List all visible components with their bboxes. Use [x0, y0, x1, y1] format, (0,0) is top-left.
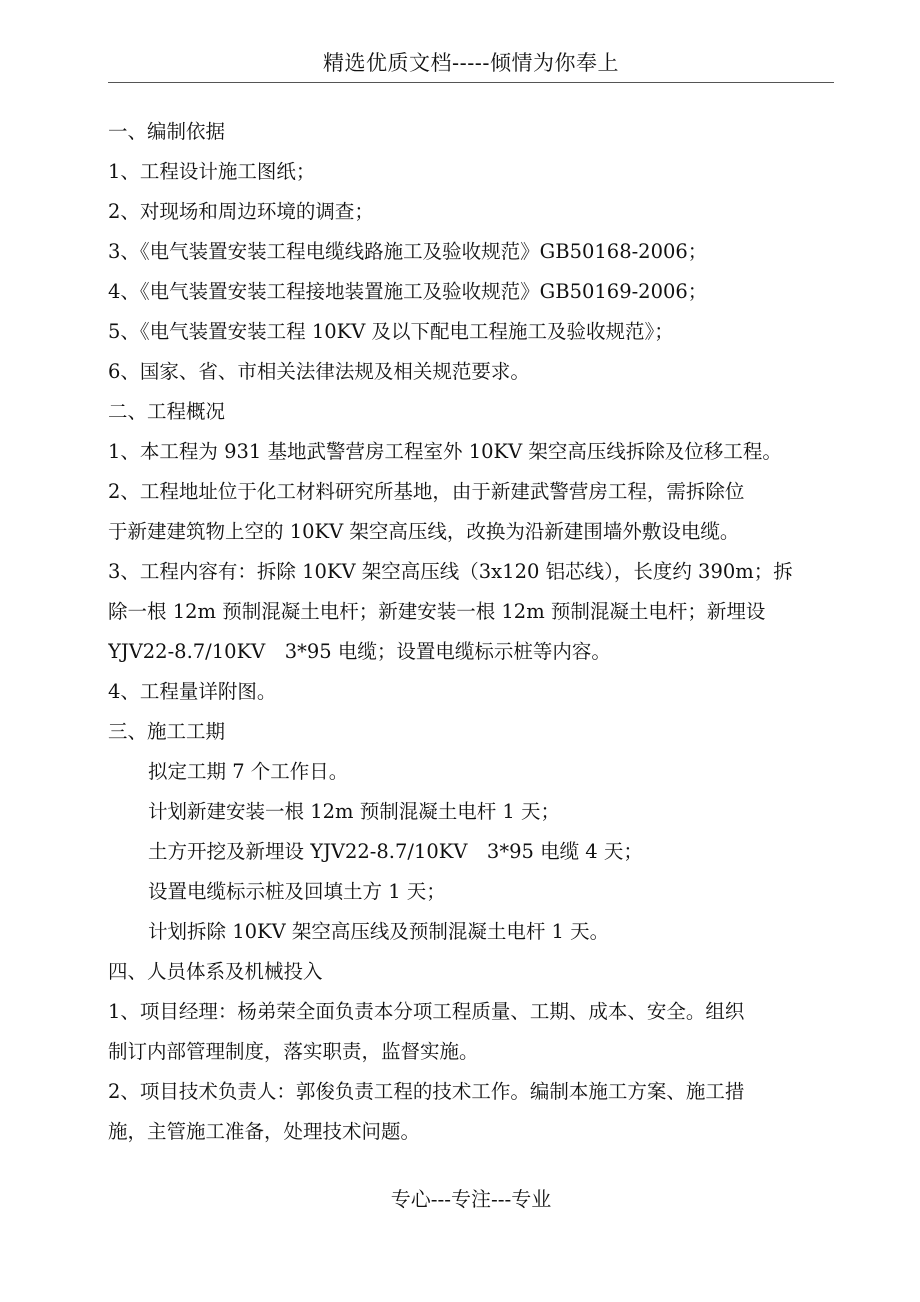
text-line: 1、项目经理：杨弟荣全面负责本分项工程质量、工期、成本、安全。组织	[108, 1000, 745, 1023]
text-line: 6、国家、省、市相关法律法规及相关规范要求。	[108, 360, 530, 383]
text-line: 2、对现场和周边环境的调查；	[108, 200, 374, 223]
text-line: 拟定工期 7 个工作日。	[148, 760, 349, 783]
page-header: 精选优质文档-----倾情为你奉上	[323, 51, 619, 75]
text-line: 5、《电气装置安装工程 10KV 及以下配电工程施工及验收规范》；	[108, 320, 674, 343]
document-body	[108, 112, 820, 1152]
header-divider	[108, 82, 834, 83]
text-line: 3、《电气装置安装工程电缆线路施工及验收规范》GB50168-2006；	[108, 240, 708, 263]
text-line: 施，主管施工准备，处理技术问题。	[108, 1120, 421, 1143]
text-line: 设置电缆标示桩及回填土方 1 天；	[148, 880, 446, 903]
text-line: YJV22-8.7/10KV 3*95 电缆；设置电缆标示桩等内容。	[108, 640, 611, 663]
text-line: 3、工程内容有：拆除 10KV 架空高压线（3x120 铝芯线），长度约 390m；拆	[108, 560, 793, 583]
text-line: 计划新建安装一根 12m 预制混凝土电杆 1 天；	[148, 800, 561, 823]
page-footer: 专心---专注---专业	[390, 1187, 552, 1211]
text-line: 4、工程量详附图。	[108, 680, 277, 703]
text-line: 2、项目技术负责人：郭俊负责工程的技术工作。编制本施工方案、施工措	[108, 1080, 745, 1103]
text-line: 二、工程概况	[108, 400, 226, 423]
text-line: 一、编制依据	[108, 120, 226, 143]
text-line: 制订内部管理制度，落实职责，监督实施。	[108, 1040, 479, 1063]
text-line: 除一根 12m 预制混凝土电杆；新建安装一根 12m 预制混凝土电杆；新埋设	[108, 600, 766, 623]
text-line: 1、工程设计施工图纸；	[108, 160, 316, 183]
text-line: 于新建建筑物上空的 10KV 架空高压线，改换为沿新建围墙外敷设电缆。	[108, 520, 740, 543]
text-line: 计划拆除 10KV 架空高压线及预制混凝土电杆 1 天。	[148, 920, 610, 943]
text-line: 4、《电气装置安装工程接地装置施工及验收规范》GB50169-2006；	[108, 280, 708, 303]
text-line: 三、施工工期	[108, 720, 226, 743]
text-line: 土方开挖及新埋设 YJV22-8.7/10KV 3*95 电缆 4 天；	[148, 840, 643, 863]
text-line: 1、本工程为 931 基地武警营房工程室外 10KV 架空高压线拆除及位移工程。	[108, 440, 782, 463]
text-line: 2、工程地址位于化工材料研究所基地，由于新建武警营房工程，需拆除位	[108, 480, 745, 503]
text-line: 四、人员体系及机械投入	[108, 960, 323, 983]
